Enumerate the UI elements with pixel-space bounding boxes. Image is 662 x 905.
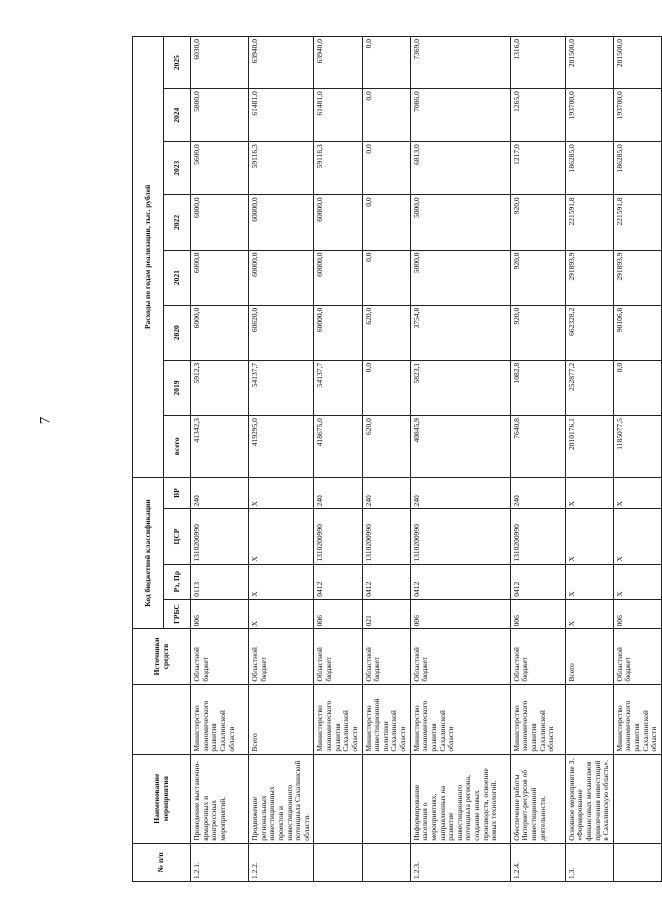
rotated-table-sheet bbox=[132, 36, 659, 882]
header-code-col: ЦСР bbox=[164, 509, 191, 564]
row-value-cell: 6000,0 bbox=[191, 250, 249, 305]
header-code-col: ГРБС bbox=[164, 599, 191, 629]
row-value-cell: 41342,3 bbox=[191, 416, 249, 478]
row-code-cell: X bbox=[565, 564, 613, 599]
row-code-cell: 0412 bbox=[510, 564, 565, 599]
rotated-table-container bbox=[132, 36, 659, 882]
header-source: Источники средств bbox=[133, 629, 191, 684]
row-value-cell: 2010176,1 bbox=[565, 416, 613, 478]
row-code-cell: 240 bbox=[510, 477, 565, 509]
row-value-cell: 60000,0 bbox=[314, 305, 362, 360]
header-year-col: 2025 bbox=[164, 37, 191, 89]
row-executor: Министерство экономического развития Сахалинской области bbox=[510, 684, 565, 754]
row-value-cell: 419295,0 bbox=[249, 416, 314, 478]
row-value-cell: 5000,0 bbox=[410, 250, 510, 305]
header-executor bbox=[133, 684, 191, 754]
row-source: Областной бюджет bbox=[314, 629, 362, 684]
row-code-cell: X bbox=[249, 599, 314, 629]
row-code-cell: 1310200990 bbox=[362, 509, 410, 564]
row-num bbox=[613, 843, 661, 881]
row-executor: Министерство экономического развития Сахалинской области bbox=[410, 684, 510, 754]
table-row bbox=[410, 37, 510, 882]
row-executor: Министерство экономического развития Сахалинской области bbox=[613, 684, 661, 754]
table-row bbox=[565, 37, 613, 882]
row-value-cell: 60000,0 bbox=[249, 250, 314, 305]
row-value-cell: 201500,0 bbox=[613, 37, 661, 89]
row-source: Областной бюджет bbox=[191, 629, 249, 684]
row-value-cell: 7640,8 bbox=[510, 416, 565, 478]
row-source: Областной бюджет bbox=[410, 629, 510, 684]
row-value-cell: 291893,9 bbox=[565, 250, 613, 305]
header-budget-code: Код бюджетной классификации bbox=[133, 477, 164, 629]
row-code-cell: 240 bbox=[191, 477, 249, 509]
row-value-cell: 5800,0 bbox=[191, 89, 249, 142]
row-value-cell: 221591,8 bbox=[565, 195, 613, 250]
row-code-cell: 006 bbox=[410, 599, 510, 629]
row-value-cell: 60000,0 bbox=[314, 250, 362, 305]
header-expenses: Расходы по годам реализации, тыс. рублей bbox=[133, 37, 164, 478]
row-value-cell: 63940,0 bbox=[314, 37, 362, 89]
row-num bbox=[314, 843, 362, 881]
row-code-cell: X bbox=[249, 477, 314, 509]
row-value-cell: 193700,0 bbox=[613, 89, 661, 142]
table-body bbox=[191, 37, 662, 882]
header-year-col: 2019 bbox=[164, 360, 191, 415]
row-value-cell: 5912,3 bbox=[191, 360, 249, 415]
row-value-cell: 920,0 bbox=[510, 250, 565, 305]
row-name: Основное мероприятие 3. «Формирование финансовых механизмов привлечения инвестиций в Сахалинскую область». bbox=[565, 754, 613, 843]
row-code-cell: X bbox=[613, 477, 661, 509]
row-value-cell: 7369,0 bbox=[410, 37, 510, 89]
row-num: 1.2.1. bbox=[191, 843, 249, 881]
table-row bbox=[510, 37, 565, 882]
row-code-cell: X bbox=[565, 599, 613, 629]
row-value-cell: 6813,0 bbox=[410, 142, 510, 195]
row-value-cell: 0,0 bbox=[362, 195, 410, 250]
header-year-col: всего bbox=[164, 416, 191, 478]
header-year-col: 2024 bbox=[164, 89, 191, 142]
row-value-cell: 0,0 bbox=[613, 360, 661, 415]
row-value-cell: 61481,0 bbox=[249, 89, 314, 142]
row-value-cell: 5823,1 bbox=[410, 360, 510, 415]
row-value-cell: 5600,0 bbox=[191, 142, 249, 195]
row-value-cell: 59116,3 bbox=[249, 142, 314, 195]
table-row bbox=[191, 37, 249, 882]
row-name bbox=[314, 754, 362, 843]
row-source: Всего bbox=[565, 629, 613, 684]
row-value-cell: 1217,0 bbox=[510, 142, 565, 195]
row-value-cell: 90106,8 bbox=[613, 305, 661, 360]
row-code-cell: 006 bbox=[510, 599, 565, 629]
header-code-col: Рз, Пр bbox=[164, 564, 191, 599]
row-value-cell: 0,0 bbox=[362, 360, 410, 415]
header-year-col: 2021 bbox=[164, 250, 191, 305]
header-code-col: ВР bbox=[164, 477, 191, 509]
table-row bbox=[314, 37, 362, 882]
row-code-cell: 1310200990 bbox=[510, 509, 565, 564]
header-num: № п/п bbox=[133, 843, 191, 881]
row-code-cell: X bbox=[613, 564, 661, 599]
row-value-cell: 60000,0 bbox=[314, 195, 362, 250]
row-value-cell: 0,0 bbox=[362, 250, 410, 305]
row-value-cell: 186285,0 bbox=[613, 142, 661, 195]
row-value-cell: 1185077,5 bbox=[613, 416, 661, 478]
row-value-cell: 252877,2 bbox=[565, 360, 613, 415]
row-code-cell: 1310200990 bbox=[314, 509, 362, 564]
page-number: 7 bbox=[37, 416, 54, 425]
row-num: 1.2.3. bbox=[410, 843, 510, 881]
row-source: Областной бюджет bbox=[249, 629, 314, 684]
row-executor: Министерство инвестиционной политики Сахалинской области bbox=[362, 684, 410, 754]
row-source: Областной бюджет bbox=[362, 629, 410, 684]
header-year-col: 2022 bbox=[164, 195, 191, 250]
row-code-cell: 240 bbox=[410, 477, 510, 509]
row-value-cell: 920,0 bbox=[510, 195, 565, 250]
row-value-cell: 60000,0 bbox=[249, 195, 314, 250]
row-value-cell: 0,0 bbox=[362, 37, 410, 89]
header-year-col: 2020 bbox=[164, 305, 191, 360]
row-value-cell: 1082,8 bbox=[510, 360, 565, 415]
header-year-col: 2023 bbox=[164, 142, 191, 195]
row-source: Областной бюджет bbox=[613, 629, 661, 684]
row-source: Областной бюджет bbox=[510, 629, 565, 684]
table-row bbox=[362, 37, 410, 882]
table-row bbox=[613, 37, 661, 882]
row-code-cell: X bbox=[249, 564, 314, 599]
row-value-cell: 60620,0 bbox=[249, 305, 314, 360]
row-value-cell: 6000,0 bbox=[191, 305, 249, 360]
row-code-cell: 240 bbox=[362, 477, 410, 509]
row-value-cell: 61481,0 bbox=[314, 89, 362, 142]
row-value-cell: 40845,9 bbox=[410, 416, 510, 478]
row-code-cell: 1310200990 bbox=[410, 509, 510, 564]
row-value-cell: 193700,0 bbox=[565, 89, 613, 142]
row-name: Проведение выставочно-ярмарочных и конгрессных мероприятий. bbox=[191, 754, 249, 843]
row-code-cell: X bbox=[565, 477, 613, 509]
row-value-cell: 0,0 bbox=[362, 89, 410, 142]
row-value-cell: 620,0 bbox=[362, 416, 410, 478]
row-value-cell: 54137,7 bbox=[249, 360, 314, 415]
row-code-cell: 006 bbox=[191, 599, 249, 629]
row-executor: Министерство экономического развития Сахалинской области bbox=[191, 684, 249, 754]
row-value-cell: 1316,0 bbox=[510, 37, 565, 89]
row-num: 1.2.2. bbox=[249, 843, 314, 881]
row-code-cell: X bbox=[565, 509, 613, 564]
row-value-cell: 662328,2 bbox=[565, 305, 613, 360]
row-name bbox=[362, 754, 410, 843]
row-executor bbox=[565, 684, 613, 754]
row-value-cell: 221591,8 bbox=[613, 195, 661, 250]
row-executor: Министерство экономического развития Сахалинской области bbox=[314, 684, 362, 754]
budget-table bbox=[132, 36, 662, 882]
row-code-cell: 0113 bbox=[191, 564, 249, 599]
row-value-cell: 63940,0 bbox=[249, 37, 314, 89]
row-value-cell: 1265,0 bbox=[510, 89, 565, 142]
row-value-cell: 6000,0 bbox=[191, 195, 249, 250]
row-value-cell: 0,0 bbox=[362, 142, 410, 195]
row-value-cell: 920,0 bbox=[510, 305, 565, 360]
row-value-cell: 54137,7 bbox=[314, 360, 362, 415]
row-value-cell: 3754,8 bbox=[410, 305, 510, 360]
row-value-cell: 620,0 bbox=[362, 305, 410, 360]
row-code-cell: X bbox=[613, 509, 661, 564]
row-value-cell: 5000,0 bbox=[410, 195, 510, 250]
row-value-cell: 291893,9 bbox=[613, 250, 661, 305]
row-name: Обеспечение работы Интернет-ресурсов об инвестиционной деятельности. bbox=[510, 754, 565, 843]
row-code-cell: 0412 bbox=[362, 564, 410, 599]
row-name: Информирование населения о мероприятиях, направленных на развитие инвестиционного потенциала региона, создание новых производств, освоение новых технологий. bbox=[410, 754, 510, 843]
row-code-cell: 006 bbox=[613, 599, 661, 629]
row-name bbox=[613, 754, 661, 843]
header-name: Наименование мероприятия bbox=[133, 754, 191, 843]
row-code-cell: 021 bbox=[362, 599, 410, 629]
row-value-cell: 7086,0 bbox=[410, 89, 510, 142]
row-code-cell: 006 bbox=[314, 599, 362, 629]
table-row bbox=[249, 37, 314, 882]
row-value-cell: 59116,3 bbox=[314, 142, 362, 195]
row-num: 1.2.4. bbox=[510, 843, 565, 881]
row-value-cell: 201500,0 bbox=[565, 37, 613, 89]
row-name: Продвижение региональных инвестиционных проектов и инвестиционного потенциала Сахалинской области. bbox=[249, 754, 314, 843]
row-num bbox=[362, 843, 410, 881]
row-code-cell: 0412 bbox=[410, 564, 510, 599]
row-value-cell: 186285,0 bbox=[565, 142, 613, 195]
row-value-cell: 418675,0 bbox=[314, 416, 362, 478]
row-code-cell: X bbox=[249, 509, 314, 564]
row-value-cell: 6030,0 bbox=[191, 37, 249, 89]
row-executor: Всего bbox=[249, 684, 314, 754]
row-code-cell: 240 bbox=[314, 477, 362, 509]
row-code-cell: 0412 bbox=[314, 564, 362, 599]
row-code-cell: 1310200990 bbox=[191, 509, 249, 564]
row-num: 1.3. bbox=[565, 843, 613, 881]
